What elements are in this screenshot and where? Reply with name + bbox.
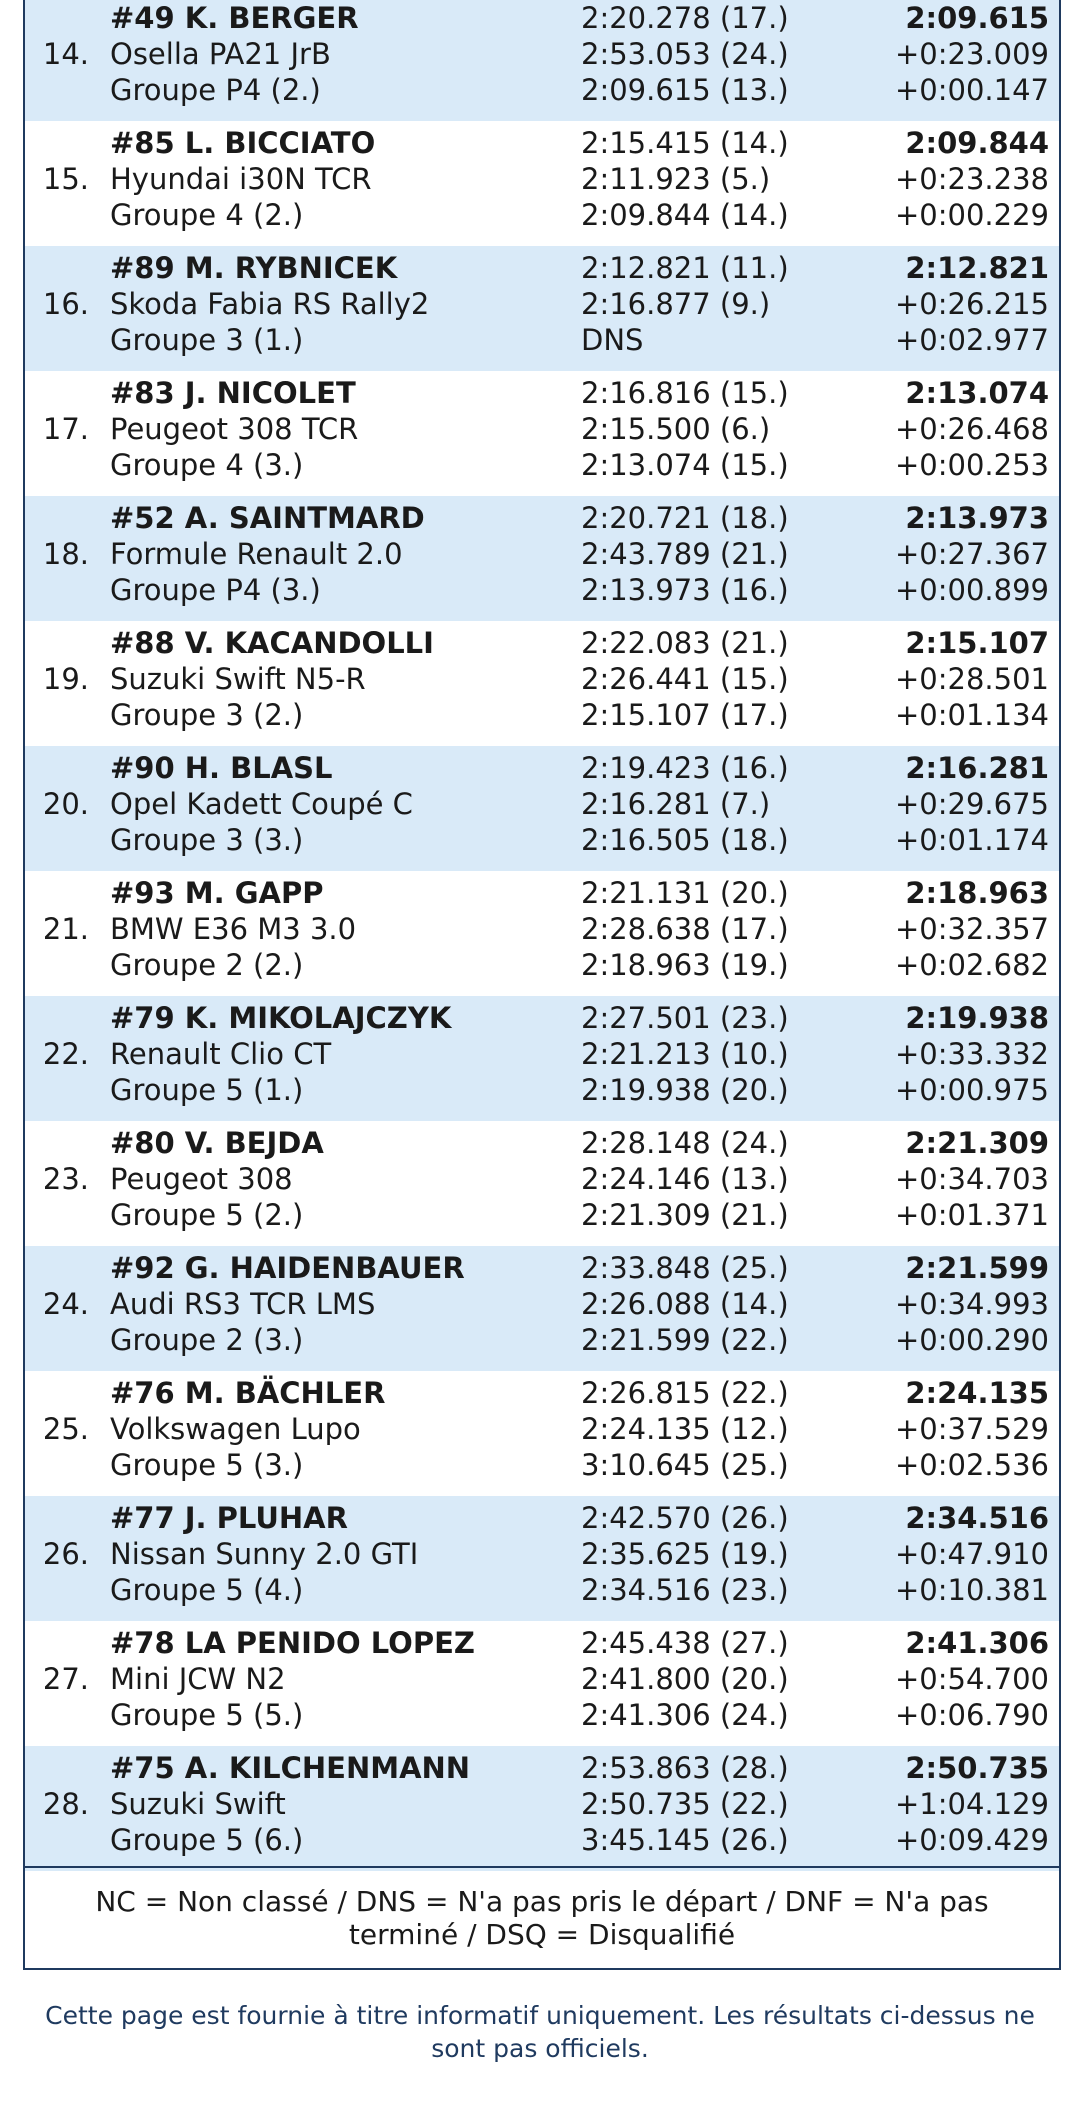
position: 16.	[42, 287, 89, 321]
best-time: 2:50.735	[905, 1751, 1049, 1785]
class-group: Groupe P4 (3.)	[110, 573, 321, 607]
gap-to-leader: +0:33.332	[895, 1037, 1049, 1071]
class-group: Groupe 5 (4.)	[110, 1573, 304, 1607]
legend-box	[25, 1866, 1059, 1968]
gap-to-leader: +0:34.703	[895, 1162, 1049, 1196]
position: 23.	[42, 1162, 89, 1196]
best-time: 2:24.135	[905, 1376, 1049, 1410]
driver-name: #92 G. HAIDENBAUER	[110, 1251, 465, 1285]
best-time: 2:16.281	[905, 751, 1049, 785]
gap-to-leader: +0:34.993	[895, 1287, 1049, 1321]
driver-name: #78 LA PENIDO LOPEZ	[110, 1626, 475, 1660]
run-1-time: 2:20.278 (17.)	[581, 1, 789, 35]
class-group: Groupe 5 (5.)	[110, 1698, 304, 1732]
gap-to-leader: +0:23.238	[895, 162, 1049, 196]
run-3-time: 2:16.505 (18.)	[581, 823, 789, 857]
driver-name: #52 A. SAINTMARD	[110, 501, 425, 535]
class-group: Groupe 2 (2.)	[110, 948, 304, 982]
result-row	[25, 1621, 1059, 1746]
gap-to-leader: +0:37.529	[895, 1412, 1049, 1446]
gap-to-previous: +0:02.682	[895, 948, 1049, 982]
gap-to-previous: +0:00.975	[895, 1073, 1049, 1107]
result-row	[25, 621, 1059, 746]
car-model: Mini JCW N2	[110, 1662, 286, 1696]
best-time: 2:13.973	[905, 501, 1049, 535]
gap-to-previous: +0:00.899	[895, 573, 1049, 607]
gap-to-leader: +0:47.910	[895, 1537, 1049, 1571]
run-1-time: 2:45.438 (27.)	[581, 1626, 789, 1660]
run-3-time: 2:09.844 (14.)	[581, 198, 789, 232]
class-group: Groupe 3 (1.)	[110, 323, 304, 357]
gap-to-previous: +0:01.371	[895, 1198, 1049, 1232]
run-2-time: 2:41.800 (20.)	[581, 1662, 789, 1696]
car-model: Formule Renault 2.0	[110, 537, 403, 571]
car-model: Osella PA21 JrB	[110, 37, 331, 71]
run-2-time: 2:24.146 (13.)	[581, 1162, 789, 1196]
position: 25.	[42, 1412, 89, 1446]
gap-to-leader: +0:26.215	[895, 287, 1049, 321]
position: 20.	[42, 787, 89, 821]
run-3-time: 2:21.599 (22.)	[581, 1323, 789, 1357]
class-group: Groupe 5 (6.)	[110, 1823, 304, 1857]
driver-name: #76 M. BÄCHLER	[110, 1376, 386, 1410]
position: 19.	[42, 662, 89, 696]
result-row	[25, 496, 1059, 621]
run-2-time: 2:24.135 (12.)	[581, 1412, 789, 1446]
run-3-time: 2:21.309 (21.)	[581, 1198, 789, 1232]
result-row	[25, 371, 1059, 496]
driver-name: #88 V. KACANDOLLI	[110, 626, 434, 660]
position: 24.	[42, 1287, 89, 1321]
driver-name: #79 K. MIKOLAJCZYK	[110, 1001, 452, 1035]
gap-to-previous: +0:00.253	[895, 448, 1049, 482]
result-row	[25, 871, 1059, 996]
gap-to-previous: +0:06.790	[895, 1698, 1049, 1732]
run-1-time: 2:22.083 (21.)	[581, 626, 789, 660]
car-model: Hyundai i30N TCR	[110, 162, 372, 196]
result-row	[25, 246, 1059, 371]
gap-to-leader: +0:26.468	[895, 412, 1049, 446]
class-group: Groupe 4 (3.)	[110, 448, 304, 482]
gap-to-leader: +0:29.675	[895, 787, 1049, 821]
class-group: Groupe P4 (2.)	[110, 73, 321, 107]
driver-name: #77 J. PLUHAR	[110, 1501, 348, 1535]
legend-text: NC = Non classé / DNS = N'a pas pris le départ / DNF = N'a pas terminé / DSQ = Disqualifié	[95, 1885, 989, 1951]
run-1-time: 2:20.721 (18.)	[581, 501, 789, 535]
run-1-time: 2:12.821 (11.)	[581, 251, 789, 285]
run-1-time: 2:53.863 (28.)	[581, 1751, 789, 1785]
run-1-time: 2:28.148 (24.)	[581, 1126, 789, 1160]
run-2-time: 2:43.789 (21.)	[581, 537, 789, 571]
run-3-time: 2:13.973 (16.)	[581, 573, 789, 607]
gap-to-previous: +0:02.977	[895, 323, 1049, 357]
car-model: Audi RS3 TCR LMS	[110, 1287, 376, 1321]
run-2-time: 2:21.213 (10.)	[581, 1037, 789, 1071]
best-time: 2:12.821	[905, 251, 1049, 285]
driver-name: #80 V. BEJDA	[110, 1126, 324, 1160]
car-model: Peugeot 308 TCR	[110, 412, 359, 446]
run-3-time: 2:15.107 (17.)	[581, 698, 789, 732]
run-1-time: 2:26.815 (22.)	[581, 1376, 789, 1410]
car-model: Suzuki Swift N5-R	[110, 662, 366, 696]
position: 28.	[42, 1787, 89, 1821]
run-2-time: 2:15.500 (6.)	[581, 412, 771, 446]
car-model: Suzuki Swift	[110, 1787, 286, 1821]
run-2-time: 2:26.088 (14.)	[581, 1287, 789, 1321]
run-1-time: 2:19.423 (16.)	[581, 751, 789, 785]
position: 27.	[42, 1662, 89, 1696]
class-group: Groupe 5 (3.)	[110, 1448, 304, 1482]
run-2-time: 2:11.923 (5.)	[581, 162, 771, 196]
gap-to-previous: +0:09.429	[895, 1823, 1049, 1857]
disclaimer: Cette page est fournie à titre informatif uniquement. Les résultats ci-dessus ne sont pas officiels.	[45, 2001, 1035, 2063]
run-3-time: 2:34.516 (23.)	[581, 1573, 789, 1607]
gap-to-previous: +0:02.536	[895, 1448, 1049, 1482]
run-2-time: 2:16.877 (9.)	[581, 287, 771, 321]
result-row	[25, 1496, 1059, 1621]
driver-name: #89 M. RYBNICEK	[110, 251, 398, 285]
best-time: 2:09.615	[905, 1, 1049, 35]
result-row	[25, 121, 1059, 246]
class-group: Groupe 3 (2.)	[110, 698, 304, 732]
run-1-time: 2:21.131 (20.)	[581, 876, 789, 910]
results-rows	[25, 0, 1059, 1871]
car-model: Opel Kadett Coupé C	[110, 787, 413, 821]
gap-to-leader: +0:32.357	[895, 912, 1049, 946]
class-group: Groupe 5 (1.)	[110, 1073, 304, 1107]
run-2-time: 2:35.625 (19.)	[581, 1537, 789, 1571]
class-group: Groupe 5 (2.)	[110, 1198, 304, 1232]
car-model: Peugeot 308	[110, 1162, 293, 1196]
car-model: Renault Clio CT	[110, 1037, 332, 1071]
run-3-time: 3:10.645 (25.)	[581, 1448, 789, 1482]
run-1-time: 2:27.501 (23.)	[581, 1001, 789, 1035]
position: 26.	[42, 1537, 89, 1571]
gap-to-leader: +0:28.501	[895, 662, 1049, 696]
driver-name: #93 M. GAPP	[110, 876, 324, 910]
best-time: 2:19.938	[905, 1001, 1049, 1035]
best-time: 2:15.107	[905, 626, 1049, 660]
result-row	[25, 1246, 1059, 1371]
driver-name: #83 J. NICOLET	[110, 376, 356, 410]
best-time: 2:41.306	[905, 1626, 1049, 1660]
best-time: 2:18.963	[905, 876, 1049, 910]
driver-name: #85 L. BICCIATO	[110, 126, 376, 160]
car-model: Volkswagen Lupo	[110, 1412, 361, 1446]
run-3-time: 3:45.145 (26.)	[581, 1823, 789, 1857]
run-2-time: 2:28.638 (17.)	[581, 912, 789, 946]
run-2-time: 2:50.735 (22.)	[581, 1787, 789, 1821]
result-row	[25, 0, 1059, 121]
position: 22.	[42, 1037, 89, 1071]
run-2-time: 2:16.281 (7.)	[581, 787, 771, 821]
result-row	[25, 1746, 1059, 1871]
gap-to-previous: +0:00.147	[895, 73, 1049, 107]
position: 15.	[42, 162, 89, 196]
position: 18.	[42, 537, 89, 571]
class-group: Groupe 4 (2.)	[110, 198, 304, 232]
run-3-time: 2:41.306 (24.)	[581, 1698, 789, 1732]
position: 21.	[42, 912, 89, 946]
gap-to-leader: +0:54.700	[895, 1662, 1049, 1696]
gap-to-leader: +0:27.367	[895, 537, 1049, 571]
driver-name: #49 K. BERGER	[110, 1, 359, 35]
run-2-time: 2:26.441 (15.)	[581, 662, 789, 696]
class-group: Groupe 3 (3.)	[110, 823, 304, 857]
results-table	[23, 0, 1061, 1970]
best-time: 2:09.844	[905, 126, 1049, 160]
gap-to-previous: +0:00.229	[895, 198, 1049, 232]
run-1-time: 2:33.848 (25.)	[581, 1251, 789, 1285]
run-2-time: 2:53.053 (24.)	[581, 37, 789, 71]
run-1-time: 2:15.415 (14.)	[581, 126, 789, 160]
car-model: BMW E36 M3 3.0	[110, 912, 357, 946]
run-3-time: DNS	[581, 323, 644, 357]
gap-to-previous: +0:01.134	[895, 698, 1049, 732]
result-row	[25, 746, 1059, 871]
gap-to-previous: +0:00.290	[895, 1323, 1049, 1357]
run-1-time: 2:42.570 (26.)	[581, 1501, 789, 1535]
run-1-time: 2:16.816 (15.)	[581, 376, 789, 410]
gap-to-leader: +1:04.129	[895, 1787, 1049, 1821]
best-time: 2:21.309	[905, 1126, 1049, 1160]
result-row	[25, 996, 1059, 1121]
run-3-time: 2:13.074 (15.)	[581, 448, 789, 482]
position: 17.	[42, 412, 89, 446]
gap-to-previous: +0:01.174	[895, 823, 1049, 857]
driver-name: #90 H. BLASL	[110, 751, 333, 785]
best-time: 2:34.516	[905, 1501, 1049, 1535]
result-row	[25, 1371, 1059, 1496]
car-model: Skoda Fabia RS Rally2	[110, 287, 430, 321]
gap-to-previous: +0:10.381	[895, 1573, 1049, 1607]
class-group: Groupe 2 (3.)	[110, 1323, 304, 1357]
car-model: Nissan Sunny 2.0 GTI	[110, 1537, 419, 1571]
result-row	[25, 1121, 1059, 1246]
run-3-time: 2:19.938 (20.)	[581, 1073, 789, 1107]
driver-name: #75 A. KILCHENMANN	[110, 1751, 471, 1785]
run-3-time: 2:09.615 (13.)	[581, 73, 789, 107]
best-time: 2:13.074	[905, 376, 1049, 410]
run-3-time: 2:18.963 (19.)	[581, 948, 789, 982]
position: 14.	[42, 37, 89, 71]
gap-to-leader: +0:23.009	[895, 37, 1049, 71]
best-time: 2:21.599	[905, 1251, 1049, 1285]
